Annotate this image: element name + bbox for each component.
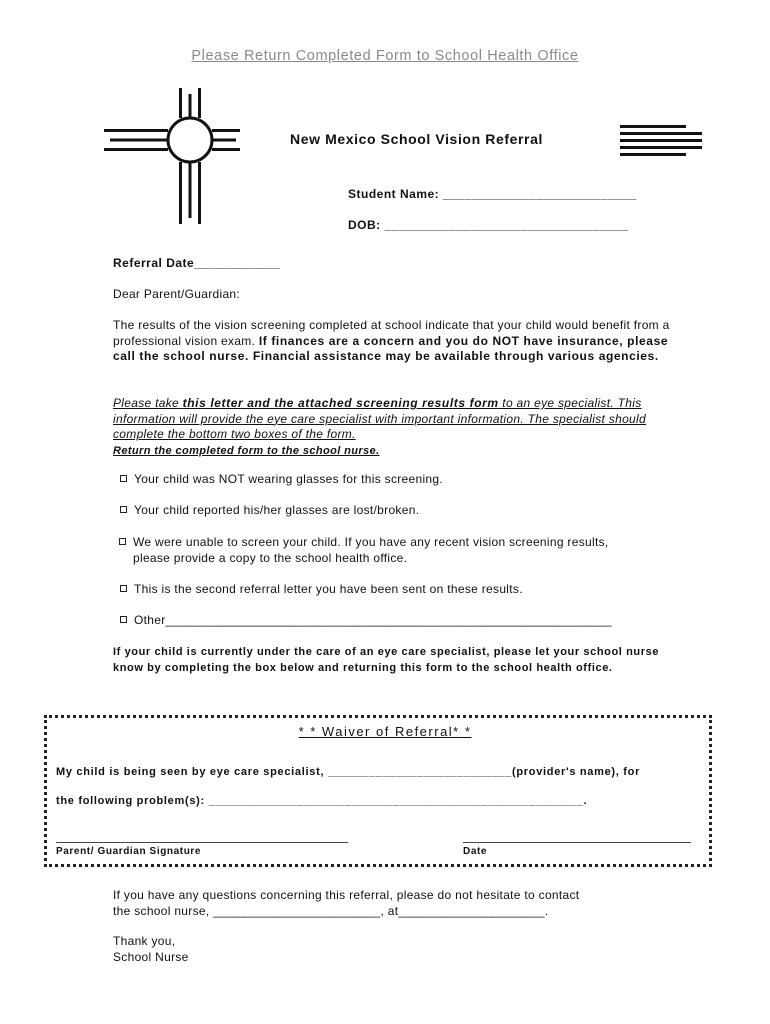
option-second-referral[interactable] xyxy=(118,582,678,598)
option-label: Other________________________________________________________________ xyxy=(134,613,612,627)
decorative-lines-icon xyxy=(618,124,708,158)
signature-label: Parent/ Guardian Signature xyxy=(56,846,202,857)
date-label: Date xyxy=(463,846,488,857)
zia-sun-symbol-icon xyxy=(100,86,240,228)
option-label: Your child reported his/her glasses are lost/broken. xyxy=(134,503,420,517)
option-other[interactable] xyxy=(118,613,678,629)
signoff: School Nurse xyxy=(113,950,189,964)
intro-paragraph xyxy=(113,318,673,365)
checkbox-icon[interactable] xyxy=(118,504,128,514)
document-title: New Mexico School Vision Referral xyxy=(290,131,543,147)
thank-you: Thank you, xyxy=(113,934,176,948)
checkbox-icon[interactable] xyxy=(118,583,128,593)
student-name-field[interactable]: Student Name: ___________________________ xyxy=(348,187,637,201)
closing-line-2[interactable]: the school nurse, ________________________, at_____________________. xyxy=(113,904,549,918)
signature-line[interactable] xyxy=(56,842,348,843)
checkbox-icon[interactable] xyxy=(118,614,128,624)
option-not-wearing-glasses[interactable] xyxy=(118,472,678,488)
option-glasses-lost[interactable] xyxy=(118,503,678,519)
instructions-text: to an eye specialist. This information will provide the eye care specialist with important information. The specialist should complete the bottom two boxes of the form. xyxy=(113,396,646,441)
instructions-paragraph xyxy=(113,396,673,459)
instructions-lead: Please take xyxy=(113,396,183,410)
return-to-nurse-line: Return the completed form to the school nurse. xyxy=(113,444,380,457)
referral-date-field[interactable]: Referral Date____________ xyxy=(113,256,281,270)
option-unable-to-screen[interactable] xyxy=(118,535,643,566)
option-label: Your child was NOT wearing glasses for this screening. xyxy=(134,472,444,486)
provider-line[interactable]: My child is being seen by eye care specialist, ___________________________(provider's name), for xyxy=(56,766,641,778)
closing-line-1: If you have any questions concerning this referral, please do not hesitate to contact xyxy=(113,888,580,902)
intro-text: The results of the vision screening completed at school indicate that your child would benefit from a professional vision exam. xyxy=(113,318,670,348)
option-label: This is the second referral letter you have been sent on these results. xyxy=(134,582,523,596)
waiver-title: * * Waiver of Referral* * xyxy=(298,724,472,739)
date-line[interactable] xyxy=(463,842,691,843)
return-instruction-banner: Please Return Completed Form to School Health Office xyxy=(191,48,579,64)
salutation: Dear Parent/Guardian: xyxy=(113,287,241,301)
checkbox-icon[interactable] xyxy=(118,473,128,483)
checkbox-icon[interactable] xyxy=(117,536,127,546)
problems-line[interactable]: the following problem(s): _______________________________________________________. xyxy=(56,795,588,807)
eye-care-notice: If your child is currently under the care of an eye care specialist, please let your school nurse know by completing the box below and returning this form to the school health office. xyxy=(113,646,660,674)
instructions-emphasis: this letter and the attached screening results form xyxy=(182,396,499,410)
dob-field[interactable]: DOB: __________________________________ xyxy=(348,218,629,232)
financial-assistance-text: If finances are a concern and you do NOT have insurance, please call the school nurse. Financial assistance may be available through various agencies. xyxy=(113,333,669,363)
option-label: We were unable to screen your child. If you have any recent vision screening results, please provide a copy to the school health office. xyxy=(133,535,609,565)
